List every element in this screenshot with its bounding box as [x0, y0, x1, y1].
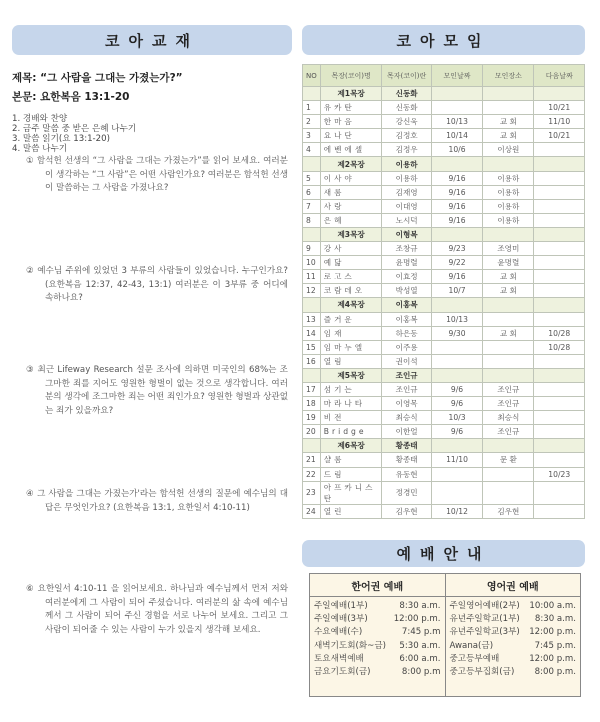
- cell-leader: 이영목: [382, 397, 431, 411]
- row-number: 19: [303, 411, 321, 425]
- table-row: [303, 143, 585, 157]
- worship-name: 중고등부예배: [449, 653, 500, 664]
- group-leader: 신동화: [382, 87, 431, 101]
- cell-date: 10/13: [431, 312, 483, 326]
- table-row: [303, 382, 585, 396]
- cell-next-date: [534, 425, 585, 439]
- cell-date: 11/10: [431, 453, 483, 467]
- cell-next-date: [534, 382, 585, 396]
- row-number: 22: [303, 467, 321, 481]
- cell-date: 9/16: [431, 185, 483, 199]
- worship-item: [450, 653, 577, 666]
- row-number: 14: [303, 326, 321, 340]
- cell-leader: 김우현: [382, 504, 431, 518]
- column-header: 목자(코이)란: [382, 65, 431, 87]
- cell-date: 9/16: [431, 199, 483, 213]
- group-name: 제3목장: [320, 227, 382, 241]
- cell-date: [431, 101, 483, 115]
- column-header: NO: [303, 65, 321, 87]
- worship-item: [450, 613, 577, 626]
- group-leader: 이형복: [382, 227, 431, 241]
- step: 1. 경배와 찬양: [12, 114, 68, 124]
- cell-leader: 이주용: [382, 340, 431, 354]
- table-row: [303, 453, 585, 467]
- worship-item: [450, 626, 577, 639]
- worship-name: 주일예배(1부): [314, 601, 368, 611]
- cell-place: 최승식: [483, 411, 534, 425]
- cell-date: [431, 354, 483, 368]
- cell-leader: 황종태: [382, 453, 431, 467]
- cell-place: 교 회: [483, 284, 534, 298]
- cell-name: 요나단: [320, 129, 382, 143]
- cell-place: [483, 101, 534, 115]
- table-row: [303, 411, 585, 425]
- cell-leader: 이홍복: [382, 312, 431, 326]
- cell-date: 9/30: [431, 326, 483, 340]
- worship-time: 12:00 p.m.: [529, 653, 576, 664]
- cell-date: 9/6: [431, 382, 483, 396]
- worship-time: 8:30 a.m.: [399, 601, 441, 611]
- table-row: [303, 312, 585, 326]
- question-2: ② 예수님 주위에 있었던 3 부류의 사람들이 있었습니다. 누구인가요? (요한복음 12:37, 42-43, 13:1) 여러분은 이 3부류 중 어디에 속하나요?: [26, 266, 288, 303]
- core-material-header: 코아교재: [12, 25, 292, 55]
- worship-name: 금요기도회(금): [314, 667, 371, 678]
- cell-place: [483, 340, 534, 354]
- worship-time: 12:00 p.m.: [393, 614, 441, 625]
- cell-name: 섬기는: [320, 382, 382, 396]
- group-row: [303, 439, 585, 453]
- sermon-passage: 본문: 요한복음 13:1-20: [12, 91, 130, 103]
- table-row: [303, 242, 585, 256]
- cell-place: 이용하: [483, 199, 534, 213]
- worship-time: 8:00 p.m: [401, 667, 441, 678]
- cell-name: 새롬: [320, 185, 382, 199]
- cell-name: 비전: [320, 411, 382, 425]
- row-number: 13: [303, 312, 321, 326]
- row-number: 12: [303, 284, 321, 298]
- row-number: 18: [303, 397, 321, 411]
- cell-next-date: [534, 270, 585, 284]
- cell-date: 9/6: [431, 425, 483, 439]
- row-number: 10: [303, 256, 321, 270]
- cell-place: [483, 312, 534, 326]
- row-number: 23: [303, 481, 321, 504]
- step-list: [12, 114, 294, 154]
- table-row: [303, 397, 585, 411]
- column-header: 모인날짜: [431, 65, 483, 87]
- cell-next-date: 11/10: [534, 115, 585, 129]
- cell-place: 이용하: [483, 185, 534, 199]
- cell-place: 김우현: [483, 504, 534, 518]
- cell-date: 9/16: [431, 213, 483, 227]
- sermon-title: 제목: “그 사람을 그대는 가졌는가?”: [12, 72, 183, 84]
- worship-name: 토요새벽예배: [314, 653, 364, 664]
- group-name: 제2목장: [320, 157, 382, 171]
- cell-name: 사랑: [320, 199, 382, 213]
- column-header: 목장(코이)명: [320, 65, 382, 87]
- cell-next-date: 10/21: [534, 129, 585, 143]
- cell-place: 교 회: [483, 270, 534, 284]
- cell-next-date: [534, 256, 585, 270]
- row-number: 1: [303, 101, 321, 115]
- cell-date: 9/16: [431, 171, 483, 185]
- cell-name: 임재: [320, 326, 382, 340]
- cell-name: 아프카니스탄: [320, 481, 382, 504]
- cell-next-date: [534, 199, 585, 213]
- worship-time: 5:30 a.m.: [399, 640, 441, 651]
- question-3: ③ 최근 Lifeway Research 설문 조사에 의하면 미국인의 68%는 조그마한 죄를 지어도 영원한 형벌이 없는 것으로 생각합니다. 여러분의 생각에 조그마한 죄는 어떤 죄인가요? 영원한 형벌과 상관없는 죄가 있을까요?: [26, 365, 288, 416]
- row-number: 8: [303, 213, 321, 227]
- table-row: [303, 129, 585, 143]
- worship-schedule: [309, 573, 581, 697]
- worship-item: [450, 666, 577, 679]
- cell-name: 마라나타: [320, 397, 382, 411]
- worship-item: [314, 613, 441, 626]
- cell-date: 10/7: [431, 284, 483, 298]
- english-worship-title: 영어권 예배: [446, 578, 581, 597]
- cell-date: [431, 467, 483, 481]
- row-number: 4: [303, 143, 321, 157]
- cell-place: [483, 467, 534, 481]
- cell-next-date: [534, 504, 585, 518]
- cell-name: 유카탄: [320, 101, 382, 115]
- step: 3. 말씀 읽기(요 13:1-20): [12, 134, 110, 144]
- table-row: [303, 326, 585, 340]
- group-name: 제1목장: [320, 87, 382, 101]
- cell-place: 이용하: [483, 171, 534, 185]
- cell-date: 9/23: [431, 242, 483, 256]
- row-number: 15: [303, 340, 321, 354]
- worship-time: 8:00 p.m.: [534, 667, 576, 678]
- table-row: [303, 213, 585, 227]
- cell-next-date: [534, 312, 585, 326]
- cell-leader: 강신욱: [382, 115, 431, 129]
- cell-date: 10/14: [431, 129, 483, 143]
- worship-item: [314, 600, 441, 613]
- cell-leader: 박성열: [382, 284, 431, 298]
- worship-name: 중고등부집회(금): [449, 667, 515, 678]
- cell-place: 교 회: [483, 326, 534, 340]
- worship-item: [314, 666, 441, 679]
- group-row: [303, 368, 585, 382]
- worship-name: 수요예배(수): [314, 627, 363, 638]
- cell-date: 9/22: [431, 256, 483, 270]
- row-number: 5: [303, 171, 321, 185]
- cell-leader: 김재영: [382, 185, 431, 199]
- worship-item: [314, 640, 441, 653]
- table-row: [303, 481, 585, 504]
- question-1: ① 함석헌 선생의 “그 사람을 그대는 가졌는가”를 읽어 보세요. 여러분이 생각하는 “그 사람”은 어떤 사람인가요? 여러분은 함석헌 선생이 말씀하는 그 사람을 가졌나요?: [26, 156, 288, 193]
- column-header: 모인장소: [483, 65, 534, 87]
- group-leader: 황종태: [382, 439, 431, 453]
- cell-date: 9/6: [431, 397, 483, 411]
- row-number: 3: [303, 129, 321, 143]
- cell-name: 에벤에셀: [320, 143, 382, 157]
- worship-name: Awana(금): [449, 640, 494, 651]
- question-4: ④ 그 사람을 그대는 가졌는가'라는 함석헌 선생의 질문에 예수님의 대답은 무엇인가요? (요한복음 13:1, 요한일서 4:10-11): [26, 489, 288, 513]
- cell-next-date: [534, 284, 585, 298]
- cell-name: 예닮: [320, 256, 382, 270]
- cell-name: 임마누엘: [320, 340, 382, 354]
- cell-leader: 최승식: [382, 411, 431, 425]
- cell-next-date: 10/28: [534, 340, 585, 354]
- row-number: 20: [303, 425, 321, 439]
- row-number: 16: [303, 354, 321, 368]
- cell-place: 윤명렬: [483, 256, 534, 270]
- cell-leader: 이한얼: [382, 425, 431, 439]
- worship-time: 7:45 p.m.: [534, 640, 576, 651]
- cell-date: 9/16: [431, 270, 483, 284]
- row-number: 2: [303, 115, 321, 129]
- cell-place: 문 환: [483, 453, 534, 467]
- row-number: 7: [303, 199, 321, 213]
- table-row: [303, 284, 585, 298]
- cell-date: [431, 340, 483, 354]
- cell-name: 한마음: [320, 115, 382, 129]
- cell-place: 조인규: [483, 382, 534, 396]
- question-6: ⑥ 요한일서 4:10-11 을 읽어보세요. 하나님과 예수님께서 먼저 저와 여러분에게 그 사람이 되어 주셨습니다. 여러분의 삶 속에 예수님께서 그 사람이 되어 주신 경험을 서로 나누어 보세요. 그리고 그 사람이 되어줄 수 있는 사람이 누가 있을지 생각해 보세요.: [26, 584, 288, 635]
- cell-next-date: [534, 213, 585, 227]
- table-row: [303, 199, 585, 213]
- group-row: [303, 87, 585, 101]
- cell-leader: 하은동: [382, 326, 431, 340]
- cell-place: [483, 354, 534, 368]
- cell-leader: 이효정: [382, 270, 431, 284]
- cell-name: 코람데오: [320, 284, 382, 298]
- column-header: 다음날짜: [534, 65, 585, 87]
- worship-time: 8:30 a.m.: [534, 614, 576, 625]
- cell-leader: 조창규: [382, 242, 431, 256]
- worship-time: 10:00 a.m.: [529, 601, 576, 611]
- cell-leader: 이대영: [382, 199, 431, 213]
- worship-item: [450, 640, 577, 653]
- table-row: [303, 256, 585, 270]
- cell-leader: 노시덕: [382, 213, 431, 227]
- table-row: [303, 101, 585, 115]
- worship-name: 유년주일학교(3부): [449, 627, 520, 638]
- cell-name: Bridge: [320, 425, 382, 439]
- cell-next-date: [534, 481, 585, 504]
- cell-name: 샬롬: [320, 453, 382, 467]
- table-row: [303, 185, 585, 199]
- cell-place: 조인규: [483, 397, 534, 411]
- cell-name: 이사야: [320, 171, 382, 185]
- cell-place: 조영미: [483, 242, 534, 256]
- cell-leader: 김정우: [382, 143, 431, 157]
- group-leader: 이홍복: [382, 298, 431, 312]
- cell-place: 조인규: [483, 425, 534, 439]
- row-number: 11: [303, 270, 321, 284]
- worship-info-header: 예배안내: [302, 540, 585, 567]
- cell-place: 이용하: [483, 213, 534, 227]
- cell-leader: 권이석: [382, 354, 431, 368]
- group-name: 제4목장: [320, 298, 382, 312]
- cell-name: 열린: [320, 504, 382, 518]
- group-row: [303, 298, 585, 312]
- table-row: [303, 115, 585, 129]
- worship-name: 주일영어예배(2부): [449, 601, 520, 611]
- table-row: [303, 270, 585, 284]
- study-material: [12, 70, 294, 154]
- cell-name: 즐거운: [320, 312, 382, 326]
- row-number: 17: [303, 382, 321, 396]
- cell-next-date: 10/21: [534, 101, 585, 115]
- row-number: 9: [303, 242, 321, 256]
- group-name: 제6목장: [320, 439, 382, 453]
- cell-name: 강사: [320, 242, 382, 256]
- cell-next-date: [534, 411, 585, 425]
- row-number: 6: [303, 185, 321, 199]
- cell-next-date: [534, 143, 585, 157]
- group-leader: 조인규: [382, 368, 431, 382]
- cell-leader: 김정호: [382, 129, 431, 143]
- cell-leader: 이용하: [382, 171, 431, 185]
- cell-place: 교 회: [483, 129, 534, 143]
- group-name: 제5목장: [320, 368, 382, 382]
- table-row: [303, 354, 585, 368]
- group-leader: 이용하: [382, 157, 431, 171]
- cell-leader: 조인규: [382, 382, 431, 396]
- group-row: [303, 227, 585, 241]
- worship-item: [450, 600, 577, 613]
- cell-next-date: [534, 397, 585, 411]
- worship-item: [314, 653, 441, 666]
- cell-next-date: 10/28: [534, 326, 585, 340]
- cell-place: [483, 481, 534, 504]
- worship-name: 유년주일학교(1부): [449, 614, 520, 625]
- worship-time: 7:45 p.m: [401, 627, 441, 638]
- step: 2. 금주 말씀 중 받은 은혜 나누기: [12, 124, 137, 134]
- cell-next-date: [534, 354, 585, 368]
- cell-leader: 윤명렬: [382, 256, 431, 270]
- cell-leader: 정경민: [382, 481, 431, 504]
- table-row: [303, 171, 585, 185]
- cell-date: 10/12: [431, 504, 483, 518]
- worship-item: [314, 626, 441, 639]
- core-meeting-header: 코아모임: [302, 25, 585, 55]
- table-row: [303, 467, 585, 481]
- cell-next-date: [534, 242, 585, 256]
- worship-time: 6:00 a.m.: [399, 653, 441, 664]
- cell-name: 은혜: [320, 213, 382, 227]
- cell-next-date: 10/23: [534, 467, 585, 481]
- table-row: [303, 425, 585, 439]
- cell-date: 10/13: [431, 115, 483, 129]
- meeting-table: [302, 64, 585, 519]
- cell-leader: 유동현: [382, 467, 431, 481]
- step: 4. 말씀 나누기: [12, 144, 68, 154]
- english-worship: [445, 574, 581, 696]
- cell-place: 교 회: [483, 115, 534, 129]
- row-number: 24: [303, 504, 321, 518]
- table-row: [303, 504, 585, 518]
- cell-date: 10/6: [431, 143, 483, 157]
- cell-leader: 신동화: [382, 101, 431, 115]
- worship-name: 주일예배(3부): [314, 614, 368, 625]
- cell-date: 10/3: [431, 411, 483, 425]
- cell-date: [431, 481, 483, 504]
- table-row: [303, 340, 585, 354]
- cell-place: 이상원: [483, 143, 534, 157]
- korean-worship-title: 한어권 예배: [310, 578, 445, 597]
- cell-name: 열림: [320, 354, 382, 368]
- cell-name: 로고스: [320, 270, 382, 284]
- row-number: 21: [303, 453, 321, 467]
- cell-next-date: [534, 453, 585, 467]
- cell-next-date: [534, 185, 585, 199]
- worship-name: 새벽기도회(화~금): [314, 640, 387, 651]
- cell-next-date: [534, 171, 585, 185]
- group-row: [303, 157, 585, 171]
- worship-time: 12:00 p.m.: [529, 627, 576, 638]
- cell-name: 드림: [320, 467, 382, 481]
- korean-worship: [310, 574, 445, 696]
